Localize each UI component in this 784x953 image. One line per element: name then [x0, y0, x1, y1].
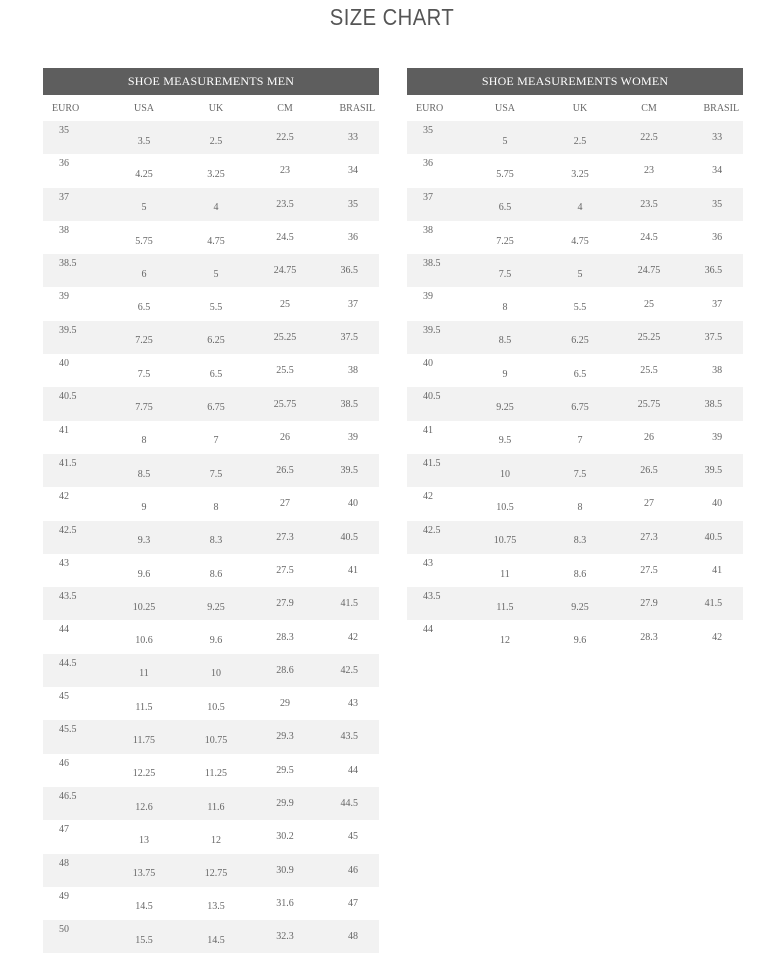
men-cell-uk: 10.5	[180, 687, 252, 720]
men-cell-uk: 6.5	[180, 354, 252, 387]
men-cell-brasil: 33	[318, 121, 379, 154]
women-cell-euro: 44	[407, 620, 466, 653]
women-table-body	[407, 121, 743, 654]
table-row	[43, 154, 379, 187]
women-cell-usa: 8.5	[466, 321, 544, 354]
table-row	[407, 321, 743, 354]
men-cell-euro: 44.5	[43, 654, 108, 687]
men-cell-uk: 10.75	[180, 720, 252, 753]
women-cell-brasil: 33	[682, 121, 743, 154]
women-cell-uk: 8	[544, 487, 616, 520]
men-size-table	[43, 68, 379, 953]
women-col-usa: USA	[494, 102, 515, 114]
women-cell-cm: 26.5	[616, 454, 682, 487]
men-cell-uk: 6.25	[180, 321, 252, 354]
men-cell-uk: 12.75	[180, 854, 252, 887]
women-cell-euro: 43.5	[407, 587, 466, 620]
men-cell-usa: 11	[108, 654, 180, 687]
men-cell-euro: 38	[43, 221, 108, 254]
women-cell-usa: 7.25	[466, 221, 544, 254]
table-row	[43, 188, 379, 221]
women-cell-usa: 12	[466, 620, 544, 653]
men-table-title: SHOE MEASUREMENTS MEN	[43, 68, 379, 95]
men-cell-euro: 41.5	[43, 454, 108, 487]
men-cell-cm: 29.9	[252, 787, 318, 820]
women-cell-usa: 8	[466, 287, 544, 320]
women-cell-euro: 41.5	[407, 454, 466, 487]
women-cell-brasil: 40.5	[682, 521, 743, 554]
men-cell-cm: 25	[252, 287, 318, 320]
table-row	[43, 521, 379, 554]
women-cell-brasil: 37	[682, 287, 743, 320]
men-cell-cm: 30.2	[252, 820, 318, 853]
men-cell-brasil: 44	[318, 754, 379, 787]
men-cell-cm: 23.5	[252, 188, 318, 221]
men-cell-cm: 26.5	[252, 454, 318, 487]
men-cell-usa: 7.5	[108, 354, 180, 387]
women-cell-cm: 26	[616, 421, 682, 454]
table-row	[407, 521, 743, 554]
men-cell-euro: 46	[43, 754, 108, 787]
men-cell-brasil: 37	[318, 287, 379, 320]
table-row	[43, 387, 379, 420]
table-row	[43, 287, 379, 320]
men-cell-usa: 11.75	[108, 720, 180, 753]
men-col-usa: USA	[133, 102, 154, 114]
women-cell-uk: 6.5	[544, 354, 616, 387]
women-cell-uk: 8.6	[544, 554, 616, 587]
women-cell-usa: 9.5	[466, 421, 544, 454]
women-cell-brasil: 34	[682, 154, 743, 187]
women-cell-cm: 28.3	[616, 620, 682, 653]
women-cell-euro: 37	[407, 188, 466, 221]
table-row	[407, 454, 743, 487]
men-cell-cm: 28.6	[252, 654, 318, 687]
men-cell-uk: 13.5	[180, 887, 252, 920]
women-cell-usa: 11.5	[466, 587, 544, 620]
men-cell-cm: 24.75	[252, 254, 318, 287]
men-table-body	[43, 121, 379, 953]
men-col-uk: UK	[208, 102, 224, 114]
men-cell-euro: 35	[43, 121, 108, 154]
table-row	[407, 487, 743, 520]
table-row	[407, 354, 743, 387]
men-cell-cm: 25.75	[252, 387, 318, 420]
women-cell-uk: 7.5	[544, 454, 616, 487]
men-cell-brasil: 37.5	[318, 321, 379, 354]
men-cell-brasil: 40.5	[318, 521, 379, 554]
women-cell-cm: 22.5	[616, 121, 682, 154]
men-cell-brasil: 36.5	[318, 254, 379, 287]
men-cell-usa: 15.5	[108, 920, 180, 953]
men-cell-cm: 23	[252, 154, 318, 187]
men-cell-uk: 14.5	[180, 920, 252, 953]
men-cell-cm: 30.9	[252, 854, 318, 887]
men-cell-euro: 39.5	[43, 321, 108, 354]
men-cell-euro: 43	[43, 554, 108, 587]
men-cell-brasil: 48	[318, 920, 379, 953]
men-cell-cm: 29	[252, 687, 318, 720]
women-cell-usa: 7.5	[466, 254, 544, 287]
men-cell-cm: 27	[252, 487, 318, 520]
table-row	[43, 787, 379, 820]
table-row	[407, 121, 743, 154]
table-row	[43, 554, 379, 587]
men-cell-euro: 47	[43, 820, 108, 853]
men-cell-euro: 45.5	[43, 720, 108, 753]
women-cell-cm: 25	[616, 287, 682, 320]
men-cell-uk: 10	[180, 654, 252, 687]
men-cell-uk: 2.5	[180, 121, 252, 154]
women-cell-brasil: 40	[682, 487, 743, 520]
women-cell-cm: 23	[616, 154, 682, 187]
table-row	[407, 188, 743, 221]
women-cell-euro: 42.5	[407, 521, 466, 554]
women-col-cm: CM	[641, 102, 657, 114]
men-cell-usa: 7.75	[108, 387, 180, 420]
men-cell-uk: 6.75	[180, 387, 252, 420]
men-cell-brasil: 39	[318, 421, 379, 454]
women-cell-usa: 9.25	[466, 387, 544, 420]
women-cell-cm: 25.25	[616, 321, 682, 354]
men-cell-uk: 9.6	[180, 620, 252, 653]
women-cell-cm: 24.75	[616, 254, 682, 287]
men-cell-brasil: 42.5	[318, 654, 379, 687]
men-cell-cm: 25.5	[252, 354, 318, 387]
table-row	[43, 254, 379, 287]
men-cell-usa: 3.5	[108, 121, 180, 154]
women-cell-brasil: 42	[682, 620, 743, 653]
women-col-uk: UK	[572, 102, 588, 114]
table-row	[43, 587, 379, 620]
women-table-title: SHOE MEASUREMENTS WOMEN	[407, 68, 743, 95]
men-cell-brasil: 43	[318, 687, 379, 720]
men-col-euro: EURO	[52, 102, 80, 114]
women-cell-usa: 10.5	[466, 487, 544, 520]
men-cell-euro: 36	[43, 154, 108, 187]
table-row	[43, 354, 379, 387]
women-cell-cm: 23.5	[616, 188, 682, 221]
men-cell-euro: 45	[43, 687, 108, 720]
men-cell-usa: 10.6	[108, 620, 180, 653]
men-cell-cm: 27.5	[252, 554, 318, 587]
men-cell-usa: 13.75	[108, 854, 180, 887]
men-cell-euro: 37	[43, 188, 108, 221]
table-row	[43, 820, 379, 853]
men-cell-uk: 5	[180, 254, 252, 287]
women-cell-usa: 10	[466, 454, 544, 487]
women-cell-euro: 35	[407, 121, 466, 154]
men-col-cm: CM	[277, 102, 293, 114]
men-cell-usa: 5	[108, 188, 180, 221]
women-col-brasil: BRASIL	[703, 102, 740, 114]
men-cell-usa: 5.75	[108, 221, 180, 254]
men-cell-brasil: 46	[318, 854, 379, 887]
table-row	[43, 487, 379, 520]
table-row	[43, 887, 379, 920]
table-row	[43, 687, 379, 720]
women-cell-uk: 2.5	[544, 121, 616, 154]
men-cell-usa: 9	[108, 487, 180, 520]
men-column-headers	[43, 95, 379, 121]
men-cell-euro: 46.5	[43, 787, 108, 820]
women-cell-euro: 40.5	[407, 387, 466, 420]
table-row	[407, 254, 743, 287]
men-cell-euro: 43.5	[43, 587, 108, 620]
men-cell-euro: 39	[43, 287, 108, 320]
men-cell-cm: 22.5	[252, 121, 318, 154]
table-row	[407, 387, 743, 420]
table-row	[43, 854, 379, 887]
men-cell-brasil: 41	[318, 554, 379, 587]
women-cell-uk: 5	[544, 254, 616, 287]
women-cell-cm: 27.9	[616, 587, 682, 620]
women-cell-usa: 5	[466, 121, 544, 154]
men-cell-uk: 9.25	[180, 587, 252, 620]
men-cell-cm: 27.9	[252, 587, 318, 620]
women-cell-euro: 38.5	[407, 254, 466, 287]
men-cell-uk: 3.25	[180, 154, 252, 187]
women-cell-brasil: 39.5	[682, 454, 743, 487]
men-cell-uk: 7.5	[180, 454, 252, 487]
women-cell-uk: 9.6	[544, 620, 616, 653]
men-cell-usa: 12.25	[108, 754, 180, 787]
women-cell-euro: 39	[407, 287, 466, 320]
women-cell-uk: 6.75	[544, 387, 616, 420]
men-cell-cm: 26	[252, 421, 318, 454]
men-cell-brasil: 38.5	[318, 387, 379, 420]
women-cell-euro: 43	[407, 554, 466, 587]
table-row	[43, 620, 379, 653]
men-cell-usa: 10.25	[108, 587, 180, 620]
men-cell-usa: 9.6	[108, 554, 180, 587]
men-cell-brasil: 41.5	[318, 587, 379, 620]
men-cell-brasil: 42	[318, 620, 379, 653]
table-row	[43, 720, 379, 753]
table-row	[43, 221, 379, 254]
men-cell-euro: 42.5	[43, 521, 108, 554]
women-cell-euro: 42	[407, 487, 466, 520]
women-cell-cm: 25.75	[616, 387, 682, 420]
women-cell-cm: 24.5	[616, 221, 682, 254]
women-cell-uk: 5.5	[544, 287, 616, 320]
women-cell-euro: 39.5	[407, 321, 466, 354]
women-cell-brasil: 36	[682, 221, 743, 254]
men-cell-cm: 29.3	[252, 720, 318, 753]
women-cell-uk: 4	[544, 188, 616, 221]
men-cell-euro: 42	[43, 487, 108, 520]
men-cell-usa: 8	[108, 421, 180, 454]
women-size-table	[407, 68, 743, 654]
women-cell-cm: 27	[616, 487, 682, 520]
women-cell-uk: 6.25	[544, 321, 616, 354]
men-cell-usa: 9.3	[108, 521, 180, 554]
table-row	[407, 554, 743, 587]
table-row	[43, 754, 379, 787]
men-cell-cm: 29.5	[252, 754, 318, 787]
table-row	[407, 154, 743, 187]
women-cell-cm: 27.3	[616, 521, 682, 554]
women-cell-usa: 9	[466, 354, 544, 387]
women-cell-uk: 7	[544, 421, 616, 454]
men-cell-usa: 8.5	[108, 454, 180, 487]
women-cell-brasil: 41.5	[682, 587, 743, 620]
men-col-brasil: BRASIL	[339, 102, 376, 114]
table-row	[407, 221, 743, 254]
men-cell-cm: 24.5	[252, 221, 318, 254]
men-cell-usa: 11.5	[108, 687, 180, 720]
men-cell-usa: 4.25	[108, 154, 180, 187]
men-cell-uk: 8	[180, 487, 252, 520]
table-row	[407, 421, 743, 454]
table-row	[43, 454, 379, 487]
women-cell-brasil: 38.5	[682, 387, 743, 420]
men-cell-usa: 14.5	[108, 887, 180, 920]
women-cell-brasil: 36.5	[682, 254, 743, 287]
men-cell-usa: 13	[108, 820, 180, 853]
women-cell-uk: 4.75	[544, 221, 616, 254]
men-cell-cm: 25.25	[252, 321, 318, 354]
men-cell-euro: 49	[43, 887, 108, 920]
men-cell-cm: 32.3	[252, 920, 318, 953]
men-cell-brasil: 36	[318, 221, 379, 254]
men-cell-usa: 6	[108, 254, 180, 287]
women-cell-uk: 9.25	[544, 587, 616, 620]
men-cell-euro: 44	[43, 620, 108, 653]
men-cell-cm: 27.3	[252, 521, 318, 554]
men-cell-uk: 4	[180, 188, 252, 221]
table-row	[43, 920, 379, 953]
table-row	[43, 321, 379, 354]
table-row	[43, 121, 379, 154]
page-title: SIZE CHART	[329, 4, 455, 30]
women-cell-brasil: 41	[682, 554, 743, 587]
women-cell-usa: 6.5	[466, 188, 544, 221]
men-cell-usa: 12.6	[108, 787, 180, 820]
women-cell-usa: 5.75	[466, 154, 544, 187]
women-cell-brasil: 38	[682, 354, 743, 387]
table-row	[407, 620, 743, 653]
men-cell-brasil: 47	[318, 887, 379, 920]
men-cell-euro: 40	[43, 354, 108, 387]
women-cell-cm: 27.5	[616, 554, 682, 587]
table-row	[43, 421, 379, 454]
table-row	[407, 287, 743, 320]
women-cell-brasil: 35	[682, 188, 743, 221]
men-cell-uk: 8.6	[180, 554, 252, 587]
women-col-euro: EURO	[416, 102, 444, 114]
men-cell-euro: 50	[43, 920, 108, 953]
men-cell-uk: 5.5	[180, 287, 252, 320]
men-cell-brasil: 40	[318, 487, 379, 520]
men-cell-cm: 28.3	[252, 620, 318, 653]
men-cell-euro: 41	[43, 421, 108, 454]
women-cell-euro: 38	[407, 221, 466, 254]
women-cell-euro: 40	[407, 354, 466, 387]
women-cell-usa: 11	[466, 554, 544, 587]
men-cell-cm: 31.6	[252, 887, 318, 920]
men-cell-brasil: 43.5	[318, 720, 379, 753]
women-cell-usa: 10.75	[466, 521, 544, 554]
men-cell-euro: 38.5	[43, 254, 108, 287]
men-cell-brasil: 34	[318, 154, 379, 187]
women-cell-uk: 8.3	[544, 521, 616, 554]
women-column-headers	[407, 95, 743, 121]
men-cell-brasil: 44.5	[318, 787, 379, 820]
men-cell-brasil: 35	[318, 188, 379, 221]
men-cell-euro: 40.5	[43, 387, 108, 420]
women-cell-uk: 3.25	[544, 154, 616, 187]
men-cell-brasil: 38	[318, 354, 379, 387]
women-cell-brasil: 39	[682, 421, 743, 454]
men-cell-euro: 48	[43, 854, 108, 887]
men-cell-uk: 12	[180, 820, 252, 853]
men-cell-uk: 8.3	[180, 521, 252, 554]
men-cell-uk: 7	[180, 421, 252, 454]
men-cell-usa: 6.5	[108, 287, 180, 320]
women-cell-cm: 25.5	[616, 354, 682, 387]
men-cell-usa: 7.25	[108, 321, 180, 354]
table-row	[407, 587, 743, 620]
women-cell-brasil: 37.5	[682, 321, 743, 354]
women-cell-euro: 36	[407, 154, 466, 187]
table-row	[43, 654, 379, 687]
men-cell-brasil: 39.5	[318, 454, 379, 487]
men-cell-uk: 11.6	[180, 787, 252, 820]
women-cell-euro: 41	[407, 421, 466, 454]
men-cell-uk: 4.75	[180, 221, 252, 254]
men-cell-uk: 11.25	[180, 754, 252, 787]
men-cell-brasil: 45	[318, 820, 379, 853]
